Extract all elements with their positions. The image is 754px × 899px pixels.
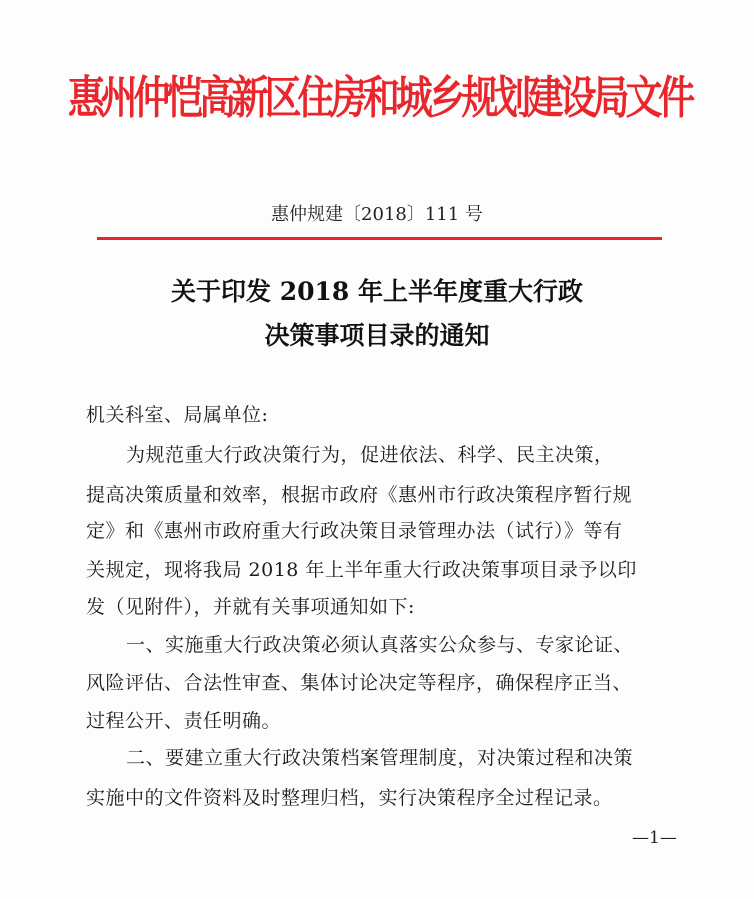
salutation: 机关科室、局属单位: [86, 404, 269, 426]
paragraph-line: 实施中的文件资料及时整理归档，实行决策程序全过程记录。 [86, 787, 613, 809]
paragraph-line: 二、要建立重大行政决策档案管理制度，对决策过程和决策 [126, 747, 634, 769]
document-number: 惠仲规建〔2018〕111 号 [271, 204, 483, 225]
paragraph-line: 发（见附件），并就有关事项通知如下: [86, 596, 415, 618]
paragraph-line: 一、实施重大行政决策必须认真落实公众参与、专家论证、 [126, 634, 634, 656]
paragraph-line: 定》和《惠州市政府重大行政决策目录管理办法（试行）》等有 [86, 520, 623, 542]
paragraph-line: 提高决策质量和效率，根据市政府《惠州市行政决策程序暂行规 [86, 484, 633, 506]
page-number: —1— [632, 828, 677, 848]
paragraph-line: 为规范重大行政决策行为，促进依法、科学、民主决策， [126, 444, 614, 466]
document-masthead: 惠州仲恺高新区住房和城乡规划建设局文件 [67, 71, 692, 124]
paragraph-line: 关规定，现将我局 2018 年上半年重大行政决策事项目录予以印 [86, 559, 637, 581]
paragraph-line: 过程公开、责任明确。 [86, 710, 282, 732]
title-line-2: 决策事项目录的通知 [264, 321, 490, 350]
paragraph-line: 风险评估、合法性审查、集体讨论决定等程序，确保程序正当、 [86, 672, 633, 694]
red-divider-line [97, 237, 662, 240]
title-line-1: 关于印发 2018 年上半年度重大行政 [171, 277, 583, 306]
